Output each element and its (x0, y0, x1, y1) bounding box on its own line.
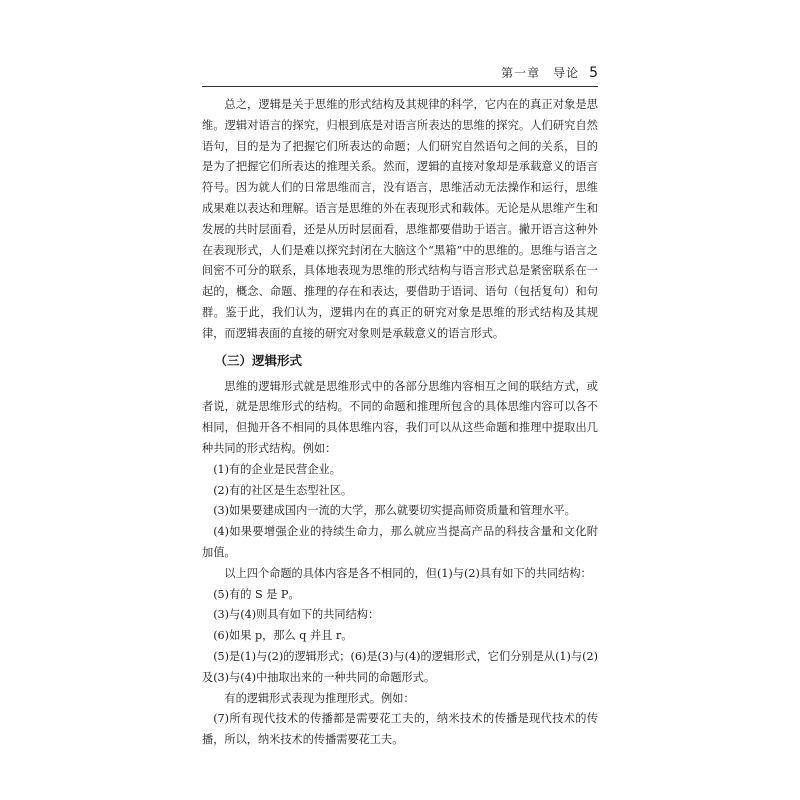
example-5: (5)有的 S 是 P。 (213, 587, 300, 601)
body-text (202, 95, 598, 751)
paragraph-logical-form: 思维的逻辑形式就是思维形式中的各部分思维内容相互之间的联结方式，或者说，就是思维形式的结构。不同的命题和推理所包含的具体思维内容可以各不相同，但抛开各不相同的具体思维内容，我们可以从这些命题和推理中提取出几种共同的形式结构。例如： (202, 379, 598, 455)
paragraph-form-explanation: (5)是(1)与(2)的逻辑形式；(6)是(3)与(4)的逻辑形式，它们分别是从(1)与(2)及(3)与(4)中抽取出来的一种共同的命题形式。 (202, 649, 598, 684)
example-3: (3)如果要建成国内一流的大学，那么就要切实提高师资质量和管理水平。 (213, 504, 576, 518)
example-6: (6)如果 p，那么 q 并且 r。 (213, 629, 353, 643)
page-number: 5 (589, 65, 598, 81)
example-7: (7)所有现代技术的传播都是需要花工夫的，纳米技术的传播是现代技术的传播，所以，纳米技术的传播需要花工夫。 (202, 712, 598, 747)
example-1: (1)有的企业是民营企业。 (213, 462, 341, 476)
section-heading: （三）逻辑形式 (214, 352, 303, 368)
example-4: (4)如果要增强企业的持续生命力，那么就应当提高产品的科技含量和文化附加值。 (202, 525, 598, 559)
paragraph-common-structure-1: 以上四个命题的具体内容是各不相同的，但(1)与(2)具有如下的共同结构： (224, 566, 592, 580)
chapter-title: 第一章 导论 (501, 66, 580, 80)
paragraph-summary: 总之，逻辑是关于思维的形式结构及其规律的科学，它内在的真正对象是思维。逻辑对语言的探究，归根到底是对语言所表达的思维的探究。人们研究自然语句，目的是为了把握它们所表达的命题；人们研究自然语句之间的关系，目的是为了把握它们所表达的推理关系。然而，逻辑的直接对象却是承载意义的语言符号。因为就人们的日常思维而言，没有语言，思维活动无法操作和运行，思维成果难以表达和理解。语言是思维的外在表现形式和载体。无论是从思维产生和发展的共时层面看，还是从历时层面看，思维都要借助于语言。撇开语言这种外在表现形式，人们是难以探究封闭在大脑这个“黑箱”中的思维的。思维与语言之间密不可分的联系，具体地表现为思维的形式结构与语言形式总是紧密联系在一起的，概念、命题、推理的存在和表达，要借助于语词、语句（包括复句）和句群。鉴于此，我们认为，逻辑内在的真正的研究对象是思维的形式结构及其规律，而逻辑表面的直接的研究对象则是承载意义的语言形式。 (202, 98, 598, 340)
running-header (202, 64, 598, 82)
header-rule (202, 86, 598, 87)
paragraph-common-structure-2: (3)与(4)则具有如下的共同结构： (213, 608, 380, 622)
paragraph-inference-form: 有的逻辑形式表现为推理形式。例如： (224, 691, 415, 705)
example-2: (2)有的社区是生态型社区。 (213, 483, 353, 497)
